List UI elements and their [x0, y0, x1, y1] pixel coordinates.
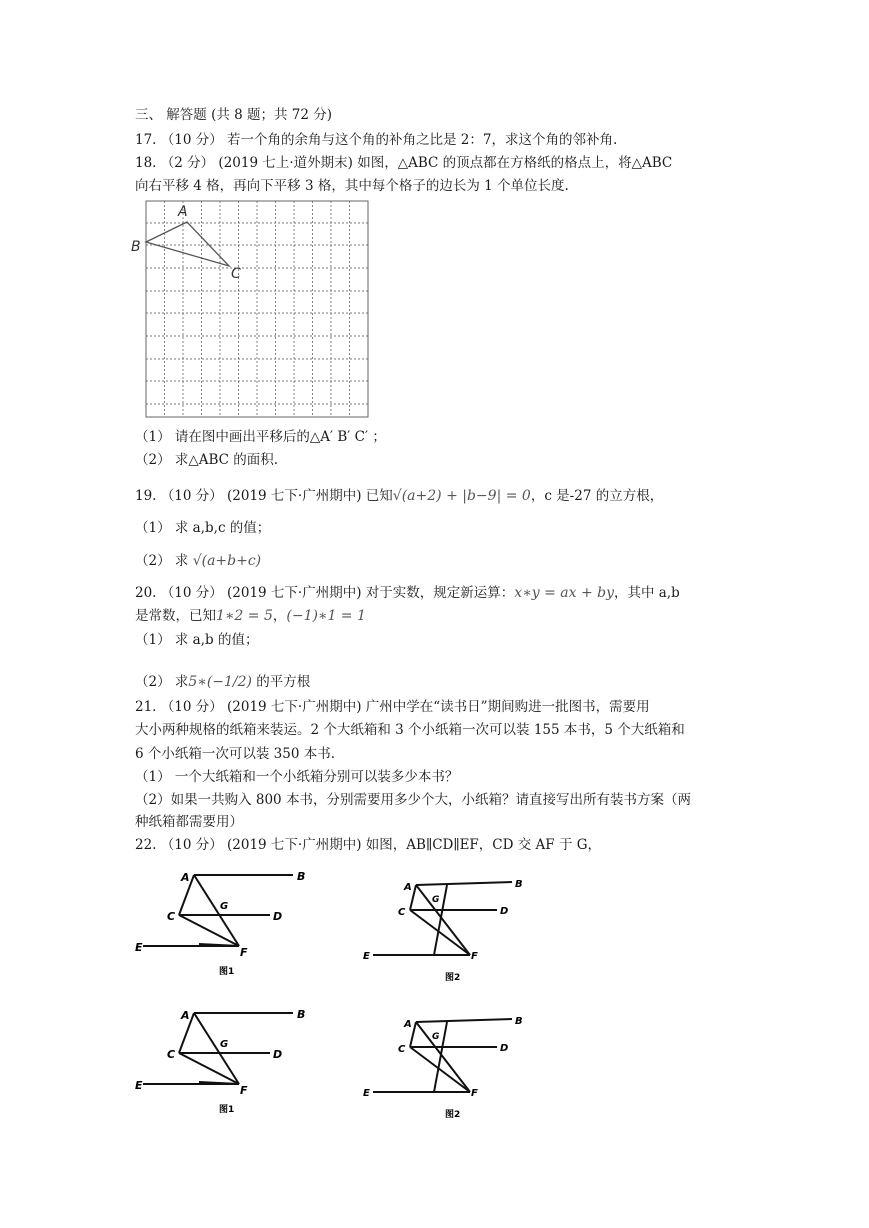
label-b: B [297, 870, 306, 883]
label-b: B [515, 1016, 523, 1027]
caption-fig1: 图1 [219, 1105, 235, 1115]
vertex-label-b: B [131, 239, 141, 255]
q20-suffix: ，其中 a,b [614, 585, 680, 601]
question-18-sub1: （1） 请在图中画出平移后的△A′ B′ C′ ； [135, 429, 386, 445]
question-20-sub2 [135, 672, 310, 692]
label-e: E [363, 951, 370, 962]
vertex-label-c: C [231, 266, 241, 282]
label-a: A [181, 1009, 190, 1022]
label-e: E [135, 941, 143, 954]
label-a: A [404, 1019, 412, 1030]
question-20-line1 [135, 583, 680, 603]
label-c: C [398, 1044, 406, 1055]
question-17: 17. （10 分） 若一个角的余角与这个角的补角之比是 2：7，求这个角的邻补角. [135, 132, 618, 148]
q20-formula: x∗y = ax + by [514, 585, 614, 601]
caption-fig1: 图1 [219, 967, 235, 977]
q20-given-sep: ， [272, 608, 287, 624]
label-c: C [398, 907, 406, 918]
figure-1-top [135, 862, 320, 977]
label-a: A [404, 882, 412, 893]
label-g: G [220, 901, 229, 912]
label-f: F [240, 1084, 248, 1097]
question-20-sub1: （1） 求 a,b 的值； [135, 632, 259, 648]
question-18-line1: 18. （2 分） (2019 七上·道外期末) 如图，△ABC 的顶点都在方格纸的格点上，将△ABC [135, 155, 673, 171]
label-f: F [471, 1088, 478, 1099]
label-c: C [167, 910, 176, 923]
question-20-line2 [135, 606, 366, 626]
question-19-sub2 [135, 551, 261, 571]
q20-given2: (−1)∗1 = 1 [286, 608, 366, 624]
label-a: A [181, 871, 190, 884]
label-b: B [515, 879, 523, 890]
vertex-label-a: A [178, 204, 188, 220]
label-d: D [273, 910, 283, 923]
label-d: D [500, 1043, 509, 1054]
q20-given1: 1∗2 = 5 [216, 608, 273, 624]
q19-sub2-formula: √(a+b+c) [192, 553, 262, 569]
question-19 [135, 486, 663, 506]
question-21-sub2-line1: （2）如果一共购入 800 本书，分别需要用多少个大，小纸箱？请直接写出所有装书方案（两 [135, 792, 691, 808]
label-g: G [220, 1039, 229, 1050]
q20-sub2-suffix: 的平方根 [256, 674, 311, 690]
question-18-sub2: （2） 求△ABC 的面积. [135, 452, 279, 468]
section-header: 三、 解答题 (共 8 题；共 72 分) [135, 107, 333, 123]
q20-sub2-prefix: （2） 求 [135, 674, 189, 690]
figure-1-bottom [135, 1000, 320, 1115]
question-21-sub2-line2: 种纸箱都需要用） [135, 814, 243, 830]
label-f: F [240, 946, 248, 959]
label-g: G [432, 895, 440, 905]
grid-figure-abc [128, 195, 388, 423]
q19-prefix: 19. （10 分） (2019 七下·广州期中) 已知 [135, 488, 393, 504]
q20-prefix: 20. （10 分） (2019 七下·广州期中) 对于实数，规定新运算： [135, 585, 515, 601]
question-21-line3: 6 个小纸箱一次可以装 350 本书. [135, 746, 336, 762]
label-b: B [297, 1008, 306, 1021]
question-21-sub1: （1） 一个大纸箱和一个小纸箱分别可以装多少本书？ [135, 769, 459, 785]
label-e: E [135, 1079, 143, 1092]
figure-2-top [362, 867, 532, 984]
q20-sub2-formula: 5∗(−1/2) [188, 674, 252, 690]
figure-2-bottom [362, 1004, 532, 1121]
q19-suffix: ，c 是-27 的立方根， [530, 488, 664, 504]
question-21-line2: 大小两种规格的纸箱来装运。2 个大纸箱和 3 个小纸箱一次可以装 155 本书，5 个大纸箱和 [135, 722, 685, 738]
question-21-line1: 21. （10 分） (2019 七下·广州期中) 广州中学在“读书日”期间购进一批图书，需要用 [135, 699, 650, 715]
question-22: 22. （10 分） (2019 七下·广州期中) 如图，AB∥CD∥EF，CD 交 AF 于 G， [135, 837, 602, 853]
label-d: D [273, 1048, 283, 1061]
question-19-sub1: （1） 求 a,b,c 的值； [135, 520, 271, 536]
question-18-line2: 向右平移 4 格，再向下平移 3 格，其中每个格子的边长为 1 个单位长度. [135, 178, 569, 194]
label-g: G [432, 1032, 440, 1042]
triangle-abc [146, 222, 229, 266]
label-c: C [167, 1048, 176, 1061]
q20-line2-prefix: 是常数，已知 [135, 608, 216, 624]
label-d: D [500, 906, 509, 917]
label-e: E [363, 1088, 370, 1099]
q19-sub2-prefix: （2） 求 [135, 553, 189, 569]
label-f: F [471, 951, 478, 962]
caption-fig2: 图2 [445, 973, 461, 983]
caption-fig2: 图2 [445, 1110, 461, 1120]
q19-formula: √(a+2) + |b−9| = 0 [392, 488, 531, 504]
